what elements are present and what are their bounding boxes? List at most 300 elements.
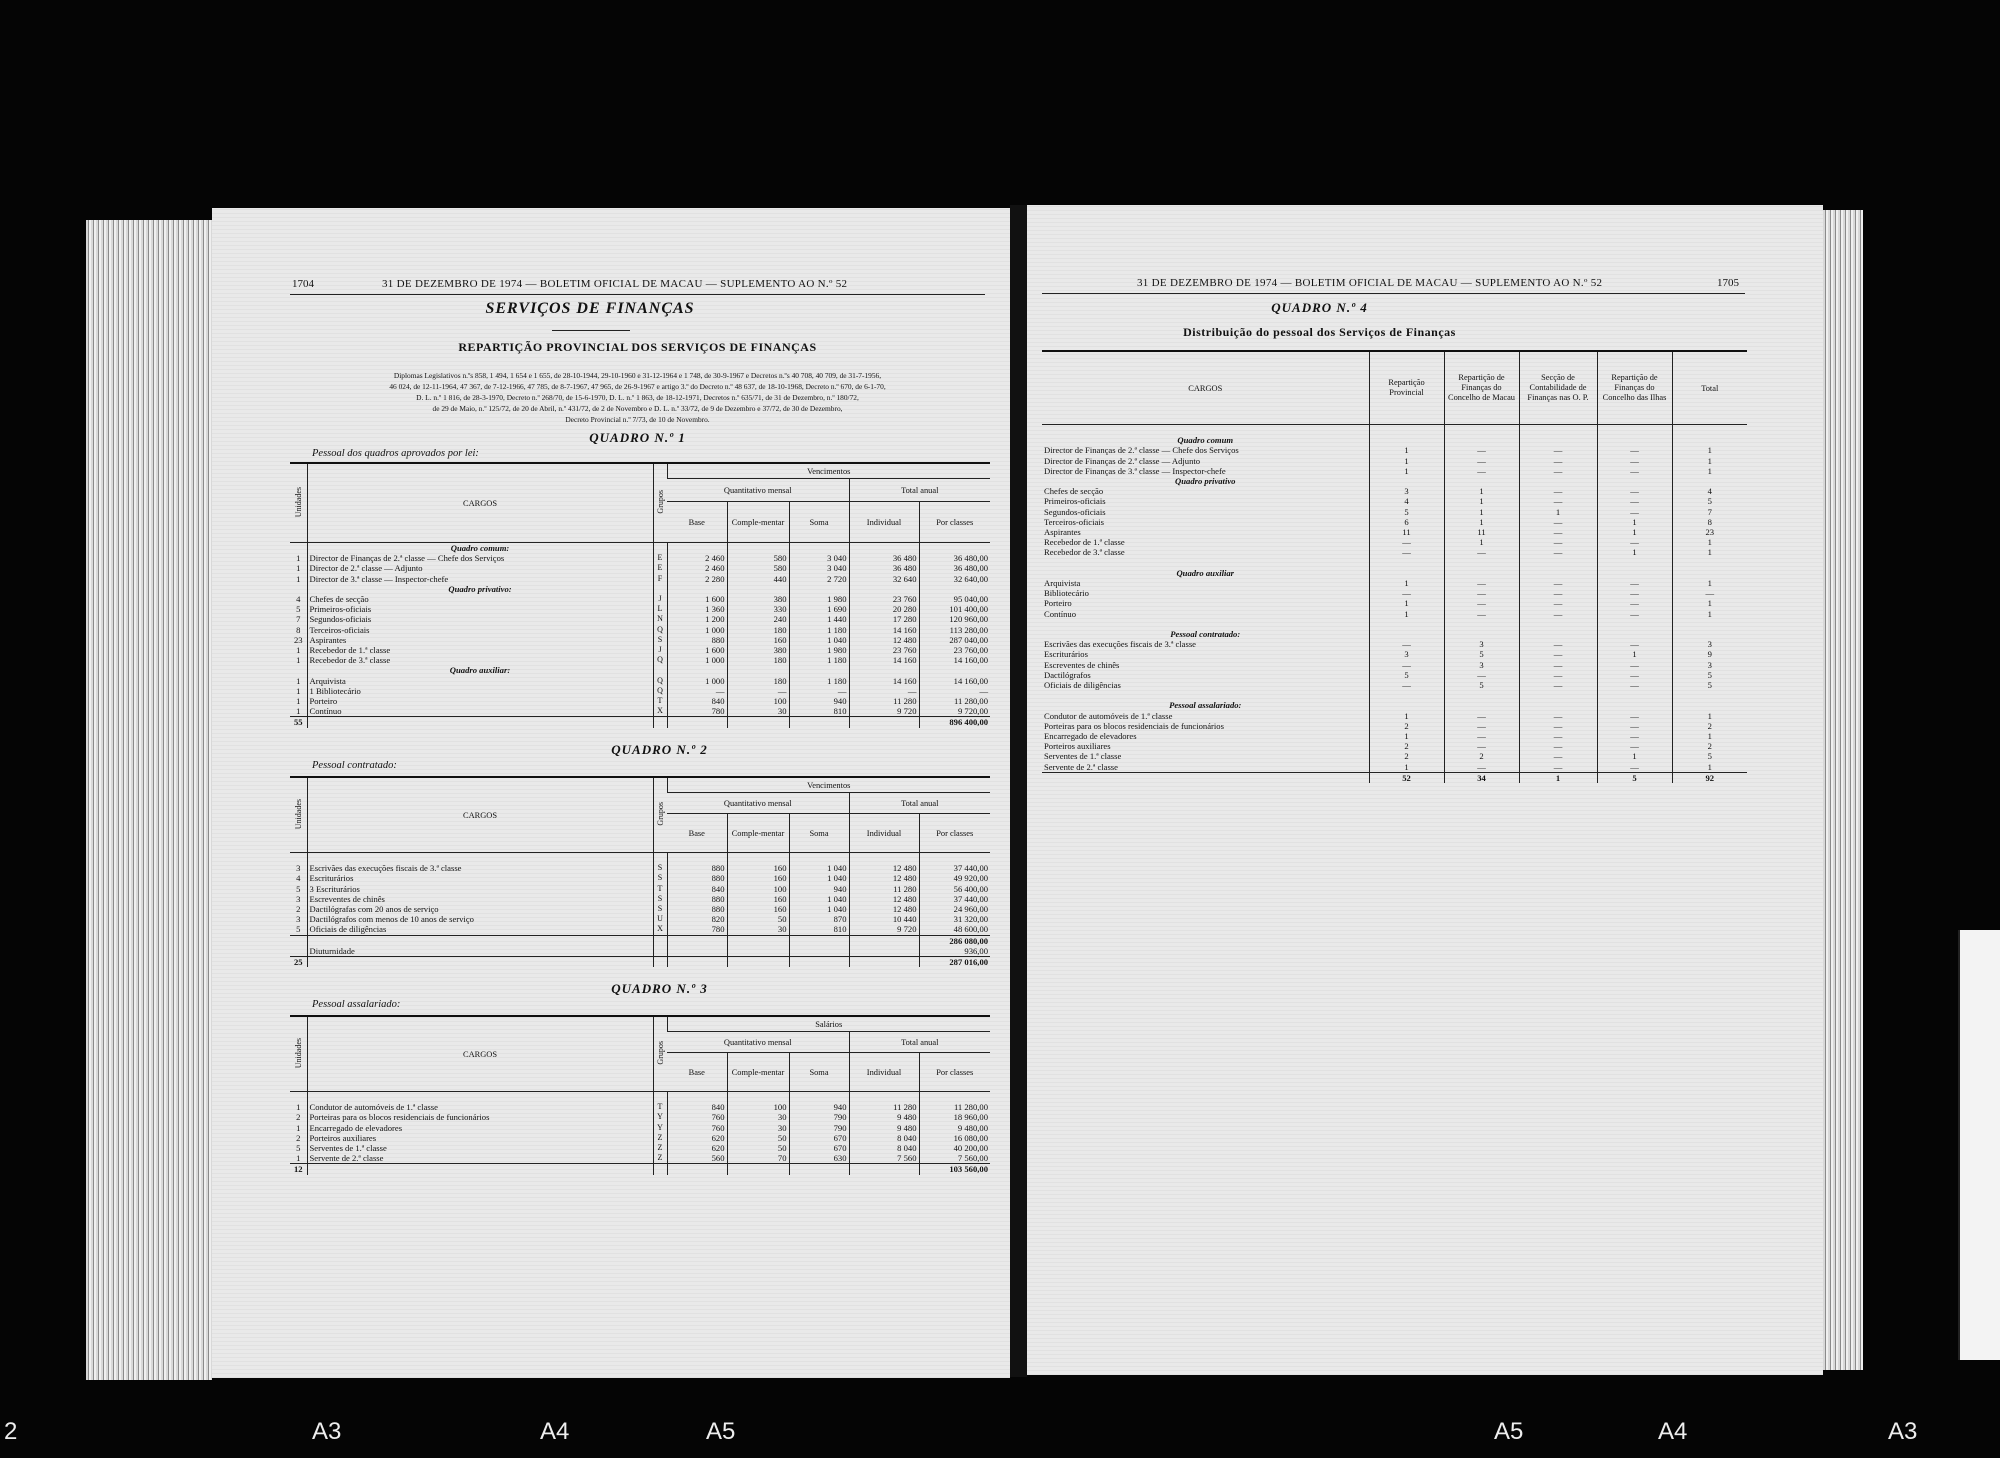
q4-col-rfi: Repartição de Finanças do Concelho das Ilhas	[1597, 351, 1672, 425]
count-cell: —	[1519, 466, 1597, 476]
cargo-cell: Porteiro	[1044, 598, 1072, 609]
cargo-cell: Aspirantes	[1044, 527, 1081, 538]
grupo-cell: Y	[653, 1123, 667, 1133]
unidades-cell: 2	[296, 904, 301, 914]
base-cell: 2 280	[667, 574, 727, 584]
cargo-cell: Bibliotecário	[1044, 588, 1089, 599]
table-row	[290, 553, 990, 563]
individual-cell: 12 480	[849, 635, 919, 645]
grupo-cell: Q	[653, 686, 667, 696]
count-cell: 2	[1369, 751, 1444, 761]
quadro-3-table	[290, 1015, 990, 1175]
count-cell: —	[1369, 660, 1444, 670]
cargo-cell: Dactilógrafos com menos de 10 anos de serviço	[307, 914, 653, 924]
count-cell: 1	[1444, 517, 1519, 527]
count-cell: 1	[1672, 731, 1747, 741]
col-porcl: Por classes	[919, 1053, 990, 1092]
units-total: 55	[290, 717, 307, 728]
count-cell: —	[1369, 680, 1444, 690]
col-comp: Comple-mentar	[727, 502, 789, 543]
count-cell: —	[1369, 547, 1444, 557]
col-cargos: CARGOS	[307, 1016, 653, 1092]
cargo-cell: Director de Finanças de 2.ª classe — Adjunto	[1044, 455, 1201, 466]
right-page-number: 1705	[1717, 277, 1739, 289]
count-cell: 11	[1444, 527, 1519, 537]
soma-cell: 2 720	[789, 574, 849, 584]
individual-cell: —	[849, 686, 919, 696]
table-row	[1042, 507, 1747, 517]
count-cell: —	[1444, 578, 1519, 588]
left-page-edge	[86, 220, 212, 1380]
soma-cell: —	[789, 686, 849, 696]
complementar-cell: 30	[727, 924, 789, 935]
section-row	[1042, 629, 1747, 639]
soma-cell: 940	[789, 1102, 849, 1112]
count-cell: 1	[1369, 456, 1444, 466]
soma-cell: 1 180	[789, 655, 849, 665]
grupo-cell: J	[653, 645, 667, 655]
table-row	[1042, 537, 1747, 547]
soma-cell: 940	[789, 884, 849, 894]
individual-cell: 36 480	[849, 553, 919, 563]
count-cell: 1	[1672, 598, 1747, 608]
unidades-cell: 1	[296, 573, 301, 584]
q4-col-rp: Repartição Provincial	[1369, 351, 1444, 425]
table-row	[290, 1102, 990, 1112]
count-cell: 5	[1672, 670, 1747, 680]
cargo-cell: Arquivista	[1044, 578, 1081, 589]
count-cell: 1	[1444, 486, 1519, 496]
count-total: 52	[1369, 772, 1444, 783]
quadro-4-table	[1042, 350, 1747, 783]
col-indiv: Individual	[849, 1053, 919, 1092]
complementar-cell: 30	[727, 1123, 789, 1133]
unidades-cell: 2	[296, 1112, 301, 1123]
count-cell: 1	[1672, 537, 1747, 547]
individual-cell: 9 720	[849, 706, 919, 717]
count-cell: —	[1519, 670, 1597, 680]
count-total: 5	[1597, 772, 1672, 783]
col-total: Total anual	[849, 1032, 990, 1053]
soma-cell: 1 980	[789, 645, 849, 655]
left-page-number: 1704	[292, 278, 314, 290]
count-cell: —	[1444, 598, 1519, 608]
count-cell: 5	[1444, 680, 1519, 690]
unidades-cell: 2	[296, 1132, 301, 1143]
count-cell: 1	[1519, 507, 1597, 517]
q1-title: QUADRO N.º 1	[589, 430, 686, 445]
base-cell: 620	[667, 1143, 727, 1153]
count-cell: 5	[1444, 649, 1519, 659]
count-cell: —	[1369, 639, 1444, 649]
individual-cell: 12 480	[849, 894, 919, 904]
base-cell: 840	[667, 884, 727, 894]
count-cell: —	[1369, 537, 1444, 547]
individual-cell: 14 160	[849, 655, 919, 665]
grupo-cell: S	[653, 635, 667, 645]
col-comp: Comple-mentar	[727, 814, 789, 853]
complementar-cell: 70	[727, 1153, 789, 1164]
unidades-cell: 3	[296, 893, 301, 904]
col-grupos: Grupos	[655, 490, 665, 514]
unidades-cell: 23	[293, 634, 303, 645]
soma-cell: 1 440	[789, 614, 849, 624]
soma-cell: 1 040	[789, 904, 849, 914]
por-classes-cell: 95 040,00	[919, 594, 990, 604]
count-cell: —	[1444, 670, 1519, 680]
cargo-cell: Encarregado de elevadores	[307, 1123, 653, 1133]
q3-label: Pessoal assalariado:	[312, 999, 401, 1010]
quadro-1-table	[290, 464, 990, 728]
count-cell: —	[1519, 578, 1597, 588]
soma-cell: 870	[789, 914, 849, 924]
complementar-cell: —	[727, 686, 789, 696]
col-cargos: CARGOS	[307, 464, 653, 543]
base-cell: 880	[667, 904, 727, 914]
count-cell: —	[1597, 456, 1672, 466]
soma-cell: 3 040	[789, 553, 849, 563]
cargo-cell: Director de 3.ª classe — Inspector-chefe	[307, 574, 653, 584]
col-unidades: Unidades	[293, 1037, 303, 1069]
table-row	[290, 924, 990, 935]
section-row	[290, 665, 990, 675]
cargo-cell: Condutor de automóveis de 1.ª classe	[1044, 710, 1173, 721]
complementar-cell: 100	[727, 1102, 789, 1112]
por-classes-cell: 40 200,00	[919, 1143, 990, 1153]
complementar-cell: 580	[727, 553, 789, 563]
count-cell: —	[1597, 507, 1672, 517]
cargo-cell: Terceiros-oficiais	[1044, 516, 1105, 527]
count-cell: —	[1519, 721, 1597, 731]
cargo-cell: Porteiro	[307, 696, 653, 706]
base-cell: 880	[667, 873, 727, 883]
count-cell: —	[1444, 609, 1519, 619]
count-cell: —	[1519, 598, 1597, 608]
film-mark: A4	[540, 1418, 570, 1445]
table-row	[290, 1123, 990, 1133]
count-cell: 1	[1369, 762, 1444, 773]
col-unidades: Unidades	[293, 798, 303, 830]
table-row	[290, 1153, 990, 1164]
cargo-cell: Porteiras para os blocos residenciais de funcionários	[307, 1112, 653, 1122]
grupo-cell: Z	[653, 1153, 667, 1164]
film-mark: A4	[1658, 1418, 1688, 1445]
unidades-cell: 5	[296, 924, 301, 935]
unidades-cell: 8	[296, 624, 301, 635]
film-mark: A3	[312, 1418, 342, 1445]
section-heading: Quadro comum:	[307, 543, 653, 554]
col-indiv: Individual	[849, 502, 919, 543]
count-cell: 5	[1672, 496, 1747, 506]
count-cell: 5	[1369, 507, 1444, 517]
individual-cell: 14 160	[849, 676, 919, 686]
row-label: Diuturnidade	[307, 946, 653, 957]
table-row	[290, 696, 990, 706]
individual-cell: 17 280	[849, 614, 919, 624]
unidades-cell: 4	[296, 594, 301, 605]
q3-title: QUADRO N.º 3	[611, 981, 708, 996]
table-row	[290, 1112, 990, 1122]
soma-cell: 670	[789, 1133, 849, 1143]
table-row	[290, 625, 990, 635]
film-mark: 2	[4, 1418, 18, 1445]
count-cell: 1	[1672, 445, 1747, 455]
count-cell: —	[1597, 762, 1672, 773]
base-cell: 760	[667, 1123, 727, 1133]
soma-cell: 810	[789, 924, 849, 935]
table-row	[290, 884, 990, 894]
count-cell: 11	[1369, 527, 1444, 537]
col-base: Base	[667, 502, 727, 543]
col-quant: Quantitativo mensal	[667, 1032, 849, 1053]
diploma-line: Diplomas Legislativos n.ºs 858, 1 494, 1 654 e 1 655, de 28-10-1944, 29-10-1960 e 31-12-1964 e 1 748, de 30-9-1967 e Decretos n.ºs 40 708, 40 709, de 31-7-1956,	[393, 371, 882, 380]
complementar-cell: 30	[727, 706, 789, 717]
cargo-cell: Escriturários	[1044, 649, 1088, 660]
por-classes-cell: 37 440,00	[919, 863, 990, 873]
individual-cell: 9 480	[849, 1112, 919, 1122]
col-comp: Comple-mentar	[727, 1053, 789, 1092]
individual-cell: 11 280	[849, 884, 919, 894]
table-row	[1042, 496, 1747, 506]
soma-cell: 1 040	[789, 873, 849, 883]
individual-cell: 32 640	[849, 574, 919, 584]
count-cell: 2	[1369, 721, 1444, 731]
count-cell: —	[1519, 751, 1597, 761]
q4-title: QUADRO N.º 4	[1271, 300, 1368, 315]
cargo-cell: Escreventes de chinês	[307, 894, 653, 904]
individual-cell: 14 160	[849, 625, 919, 635]
unidades-cell: 5	[296, 1143, 301, 1153]
section-row	[290, 584, 990, 594]
table-row	[1042, 486, 1747, 496]
section-heading: Quadro comum	[1177, 435, 1234, 446]
base-cell: 1 000	[667, 655, 727, 665]
unidades-cell: 4	[296, 873, 301, 884]
unidades-cell: 1	[296, 655, 301, 666]
individual-cell: 12 480	[849, 863, 919, 873]
base-cell: —	[667, 686, 727, 696]
section-heading: Quadro auxiliar:	[307, 665, 653, 675]
count-cell: 1	[1672, 547, 1747, 557]
count-cell: 1	[1672, 762, 1747, 773]
count-cell: 4	[1369, 496, 1444, 506]
por-classes-cell: 23 760,00	[919, 645, 990, 655]
cargo-cell: Arquivista	[307, 676, 653, 686]
count-cell: —	[1597, 639, 1672, 649]
section-heading: Quadro privativo	[1175, 476, 1236, 486]
section-heading: Pessoal assalariado:	[1169, 700, 1242, 711]
q4-subtitle: Distribuição do pessoal dos Serviços de Finanças	[1183, 325, 1456, 339]
count-cell: —	[1519, 588, 1597, 598]
count-cell: —	[1597, 496, 1672, 506]
count-cell: 8	[1672, 517, 1747, 527]
unidades-cell: 1	[296, 1102, 301, 1113]
base-cell: 880	[667, 894, 727, 904]
col-porcl: Por classes	[919, 502, 990, 543]
table-row	[1042, 731, 1747, 741]
cargo-cell: Recebedor de 1.ª classe	[1044, 537, 1125, 548]
count-cell: —	[1597, 711, 1672, 721]
col-unidades: Unidades	[293, 486, 303, 518]
unidades-cell: 1	[296, 706, 301, 717]
table-row	[290, 574, 990, 584]
table-row	[1042, 762, 1747, 773]
table-row	[290, 563, 990, 573]
count-cell: —	[1519, 649, 1597, 659]
table-row	[290, 1133, 990, 1143]
por-classes-cell: 56 400,00	[919, 884, 990, 894]
count-cell: —	[1672, 588, 1747, 598]
table-row	[290, 645, 990, 655]
cargo-cell: Serventes de 1.ª classe	[307, 1143, 653, 1153]
left-subtitle: REPARTIÇÃO PROVINCIAL DOS SERVIÇOS DE FINANÇAS	[458, 340, 817, 354]
grupo-cell: J	[653, 594, 667, 604]
cargo-cell: Encarregado de elevadores	[1044, 731, 1137, 742]
count-cell: —	[1597, 731, 1672, 741]
base-cell: 1 000	[667, 625, 727, 635]
q2-title: QUADRO N.º 2	[611, 742, 708, 757]
table-row	[290, 594, 990, 604]
section-row	[1042, 700, 1747, 710]
individual-cell: 7 560	[849, 1153, 919, 1164]
cargo-cell: Chefes de secção	[1044, 486, 1104, 497]
base-cell: 780	[667, 706, 727, 717]
count-cell: —	[1519, 711, 1597, 721]
count-cell: 7	[1672, 507, 1747, 517]
count-cell: —	[1444, 445, 1519, 455]
section-row	[1042, 568, 1747, 578]
soma-cell: 1 180	[789, 625, 849, 635]
cargo-cell: Recebedor de 1.ª classe	[307, 645, 653, 655]
q4-col-cargos: CARGOS	[1042, 351, 1369, 425]
individual-cell: 8 040	[849, 1133, 919, 1143]
count-cell: 1	[1369, 445, 1444, 455]
count-cell: —	[1519, 527, 1597, 537]
count-cell: —	[1519, 741, 1597, 751]
grupo-cell: Q	[653, 625, 667, 635]
right-page	[1027, 205, 1823, 1375]
individual-cell: 10 440	[849, 914, 919, 924]
cargo-cell: Servente de 2.ª classe	[1044, 761, 1118, 772]
left-page	[212, 208, 1010, 1378]
grupo-cell: Z	[653, 1143, 667, 1153]
por-classes-cell: 113 280,00	[919, 625, 990, 635]
complementar-cell: 180	[727, 625, 789, 635]
grupo-cell: N	[653, 614, 667, 624]
unidades-cell: 3	[296, 863, 301, 874]
complementar-cell: 180	[727, 676, 789, 686]
diploma-line: D. L. n.º 1 816, de 28-3-1970, Decreto n.º 268/70, de 15-6-1970, D. L. n.º 1 863, de 18-12-1971, Decretos n.º 635/71, de 31 de Dezembro, n.º 180/72,	[416, 393, 859, 402]
complementar-cell: 50	[727, 1133, 789, 1143]
total-row	[290, 935, 990, 946]
table-row	[1042, 609, 1747, 619]
individual-cell: 23 760	[849, 594, 919, 604]
soma-cell: 940	[789, 696, 849, 706]
por-classes-cell: 14 160,00	[919, 655, 990, 665]
soma-cell: 810	[789, 706, 849, 717]
grupo-cell: Z	[653, 1133, 667, 1143]
table-row	[1042, 721, 1747, 731]
cargo-cell: Chefes de secção	[307, 594, 653, 604]
complementar-cell: 50	[727, 1143, 789, 1153]
count-cell: —	[1597, 588, 1672, 598]
total-row	[290, 717, 990, 728]
complementar-cell: 180	[727, 655, 789, 665]
count-cell: 6	[1369, 517, 1444, 527]
base-cell: 840	[667, 1102, 727, 1112]
count-cell: —	[1444, 456, 1519, 466]
cargo-cell: Primeiros-oficiais	[307, 604, 653, 614]
individual-cell: 36 480	[849, 563, 919, 573]
por-classes-cell: 49 920,00	[919, 873, 990, 883]
col-soma: Soma	[789, 502, 849, 543]
unidades-cell: 5	[296, 604, 301, 615]
cargo-cell: Recebedor de 3.ª classe	[1044, 547, 1125, 558]
unidades-cell: 1	[296, 1153, 301, 1164]
unidades-cell: 3	[296, 914, 301, 925]
individual-cell: 12 480	[849, 873, 919, 883]
count-cell: 1	[1369, 609, 1444, 619]
individual-cell: 23 760	[849, 645, 919, 655]
count-cell: —	[1519, 486, 1597, 496]
cargo-cell: Serventes de 1.ª classe	[1044, 751, 1122, 762]
count-cell: —	[1444, 547, 1519, 557]
count-cell: —	[1519, 537, 1597, 547]
count-cell: 1	[1597, 547, 1672, 557]
q1-label: Pessoal dos quadros aprovados por lei:	[312, 448, 479, 459]
table-row	[1042, 517, 1747, 527]
grupo-cell: S	[653, 894, 667, 904]
count-cell: —	[1444, 721, 1519, 731]
grupo-cell: S	[653, 873, 667, 883]
unidades-cell: 5	[296, 883, 301, 894]
base-cell: 1 600	[667, 645, 727, 655]
col-grupos: Grupos	[655, 1041, 665, 1065]
count-cell: 3	[1672, 660, 1747, 670]
cargo-cell: Oficiais de diligências	[307, 924, 653, 935]
complementar-cell: 580	[727, 563, 789, 573]
count-cell: —	[1597, 609, 1672, 619]
count-cell: 9	[1672, 649, 1747, 659]
unidades-cell: 1	[296, 685, 301, 696]
section-heading: Pessoal contratado:	[1170, 629, 1241, 640]
film-mark: A5	[1494, 1418, 1524, 1445]
totals-row	[1042, 772, 1747, 783]
count-cell: 3	[1444, 660, 1519, 670]
complementar-cell: 160	[727, 904, 789, 914]
left-running-head: 31 DE DEZEMBRO DE 1974 — BOLETIM OFICIAL DE MACAU — SUPLEMENTO AO N.º 52	[382, 278, 848, 290]
count-cell: —	[1597, 741, 1672, 751]
complementar-cell: 380	[727, 594, 789, 604]
count-cell: —	[1444, 588, 1519, 598]
cargo-cell: Porteiras para os blocos residenciais de funcionários	[1044, 720, 1224, 731]
cargo-cell: Recebedor de 3.ª classe	[307, 655, 653, 665]
cargo-cell: Aspirantes	[307, 635, 653, 645]
diploma-line: 46 024, de 12-11-1964, 47 367, de 7-12-1966, 47 785, de 8-7-1967, 47 965, de 26-9-1967 e artigo 3.º do Decreto n.º 48 637, de 18-10-1968, Decreto n.º 670, de 6-1-70,	[389, 382, 886, 391]
count-cell: 3	[1444, 639, 1519, 649]
count-cell: —	[1444, 762, 1519, 773]
complementar-cell: 160	[727, 894, 789, 904]
unidades-cell: 1	[296, 1122, 301, 1133]
table-row	[290, 604, 990, 614]
count-cell: 1	[1597, 517, 1672, 527]
soma-cell: 3 040	[789, 563, 849, 573]
table-row	[1042, 527, 1747, 537]
count-cell: —	[1519, 660, 1597, 670]
base-cell: 560	[667, 1153, 727, 1164]
count-cell: —	[1597, 486, 1672, 496]
individual-cell: 20 280	[849, 604, 919, 614]
